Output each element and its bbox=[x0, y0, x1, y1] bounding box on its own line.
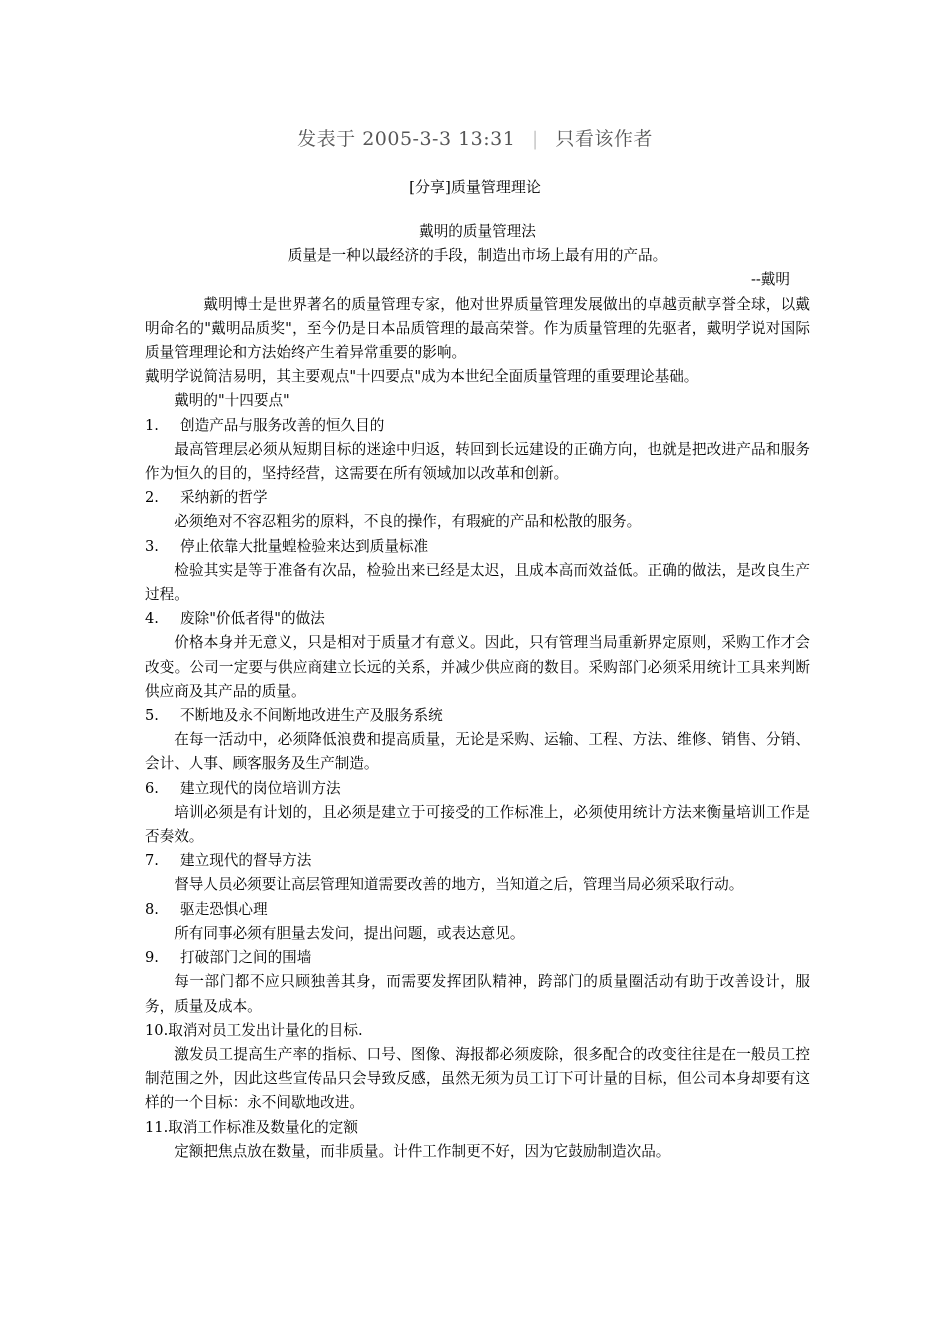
intro-paragraph: 戴明博士是世界著名的质量管理专家，他对世界质量管理发展做出的卓越贡献享誉全球，以戴明命名的"戴明品质奖"，至今仍是日本品质管理的最高荣誉。作为质量管理的先驱者，戴明学说对国际质量管理理论和方法始终产生着异常重要的影响。 bbox=[145, 295, 810, 362]
point-3 bbox=[145, 535, 810, 608]
point-description: 检验其实是等于准备有次品，检验出来已经是太迟，且成本高而效益低。正确的做法，是改良生产过程。 bbox=[145, 561, 810, 604]
point-number: 10. bbox=[145, 1021, 169, 1039]
quote-author: --戴明 bbox=[750, 271, 790, 289]
point-1 bbox=[145, 414, 810, 487]
summary-paragraph: 戴明学说简洁易明，其主要观点"十四要点"成为本世纪全面质量管理的重要理论基础。 bbox=[145, 368, 699, 386]
point-title: 不断地及永不间断地改进生产及服务系统 bbox=[180, 707, 443, 725]
point-5 bbox=[145, 704, 810, 777]
point-title: 驱走恐惧心理 bbox=[180, 900, 268, 918]
point-7 bbox=[145, 849, 810, 897]
point-number: 7. bbox=[145, 852, 159, 870]
meta-separator: | bbox=[531, 128, 539, 150]
point-title: 取消对员工发出计量化的目标. bbox=[168, 1021, 363, 1039]
point-10 bbox=[145, 1019, 810, 1116]
point-title: 创造产品与服务改善的恒久目的 bbox=[180, 416, 385, 434]
post-date-prefix: 发表于 bbox=[297, 128, 356, 150]
point-description: 最高管理层必须从短期目标的迷途中归返，转回到长远建设的正确方向，也就是把改进产品和服务作为恒久的目的，坚持经营，这需要在所有领域加以改革和创新。 bbox=[145, 440, 810, 483]
point-description: 所有同事必须有胆量去发问，提出问题，或表达意见。 bbox=[174, 924, 525, 942]
point-title: 取消工作标准及数量化的定额 bbox=[168, 1118, 358, 1136]
article-title: 戴明的质量管理法 bbox=[419, 223, 536, 240]
point-number: 11. bbox=[145, 1118, 169, 1136]
author-only-link[interactable]: 只看该作者 bbox=[555, 128, 653, 150]
point-2 bbox=[145, 486, 810, 534]
point-number: 6. bbox=[145, 779, 159, 797]
point-description: 激发员工提高生产率的指标、口号、图像、海报都必须废除，很多配合的改变往往是在一般员工控制范围之外，因此这些宣传品只会导致反感，虽然无须为员工订下可计量的目标，但公司本身却要有这样的一个目标：永不间歇地改进。 bbox=[145, 1045, 810, 1112]
point-8 bbox=[145, 898, 810, 946]
point-4 bbox=[145, 607, 810, 704]
point-description: 必须绝对不容忍粗劣的原料，不良的操作，有瑕疵的产品和松散的服务。 bbox=[174, 513, 642, 531]
point-number: 1. bbox=[145, 416, 159, 434]
point-number: 2. bbox=[145, 489, 159, 507]
point-number: 3. bbox=[145, 537, 159, 555]
post-datetime: 2005-3-3 13:31 bbox=[362, 128, 516, 150]
point-description: 价格本身并无意义，只是相对于质量才有意义。因此，只有管理当局重新界定原则，采购工作才会改变。公司一定要与供应商建立长远的关系，并减少供应商的数目。采购部门必须采用统计工具来判断供应商及其产品的质量。 bbox=[145, 634, 810, 700]
point-number: 8. bbox=[145, 900, 159, 918]
point-description: 培训必须是有计划的，且必须是建立于可接受的工作标准上，必须使用统计方法来衡量培训工作是否奏效。 bbox=[145, 803, 810, 846]
point-title: 建立现代的督导方法 bbox=[180, 852, 312, 870]
point-title: 建立现代的岗位培训方法 bbox=[180, 779, 341, 797]
share-title: [分享]质量管理理论 bbox=[409, 178, 541, 196]
point-9 bbox=[145, 946, 810, 1019]
point-number: 4. bbox=[145, 610, 159, 628]
point-number: 5. bbox=[145, 707, 159, 725]
point-number: 9. bbox=[145, 949, 159, 967]
article-quote: 质量是一种以最经济的手段，制造出市场上最有用的产品。 bbox=[287, 247, 668, 265]
point-description: 每一部门都不应只顾独善其身，而需要发挥团队精神，跨部门的质量圈活动有助于改善设计，服务，质量及成本。 bbox=[145, 973, 810, 1015]
point-11 bbox=[145, 1116, 810, 1164]
point-description: 定额把焦点放在数量，而非质量。计件工作制更不好，因为它鼓励制造次品。 bbox=[174, 1142, 671, 1160]
point-title: 废除"价低者得"的做法 bbox=[180, 610, 325, 628]
point-title: 采纳新的哲学 bbox=[180, 489, 268, 507]
article-body bbox=[145, 220, 810, 1164]
point-title: 停止依靠大批量蝗检验来达到质量标准 bbox=[180, 537, 429, 555]
point-description: 在每一活动中，必须降低浪费和提高质量，无论是采购、运输、工程、方法、维修、销售、分销、会计、人事、顾客服务及生产制造。 bbox=[145, 731, 810, 773]
points-heading: 戴明的"十四要点" bbox=[174, 392, 290, 410]
post-meta bbox=[0, 124, 950, 151]
point-6 bbox=[145, 777, 810, 850]
point-description: 督导人员必须要让高层管理知道需要改善的地方，当知道之后，管理当局必须采取行动。 bbox=[174, 876, 744, 894]
point-title: 打破部门之间的围墙 bbox=[180, 949, 312, 967]
